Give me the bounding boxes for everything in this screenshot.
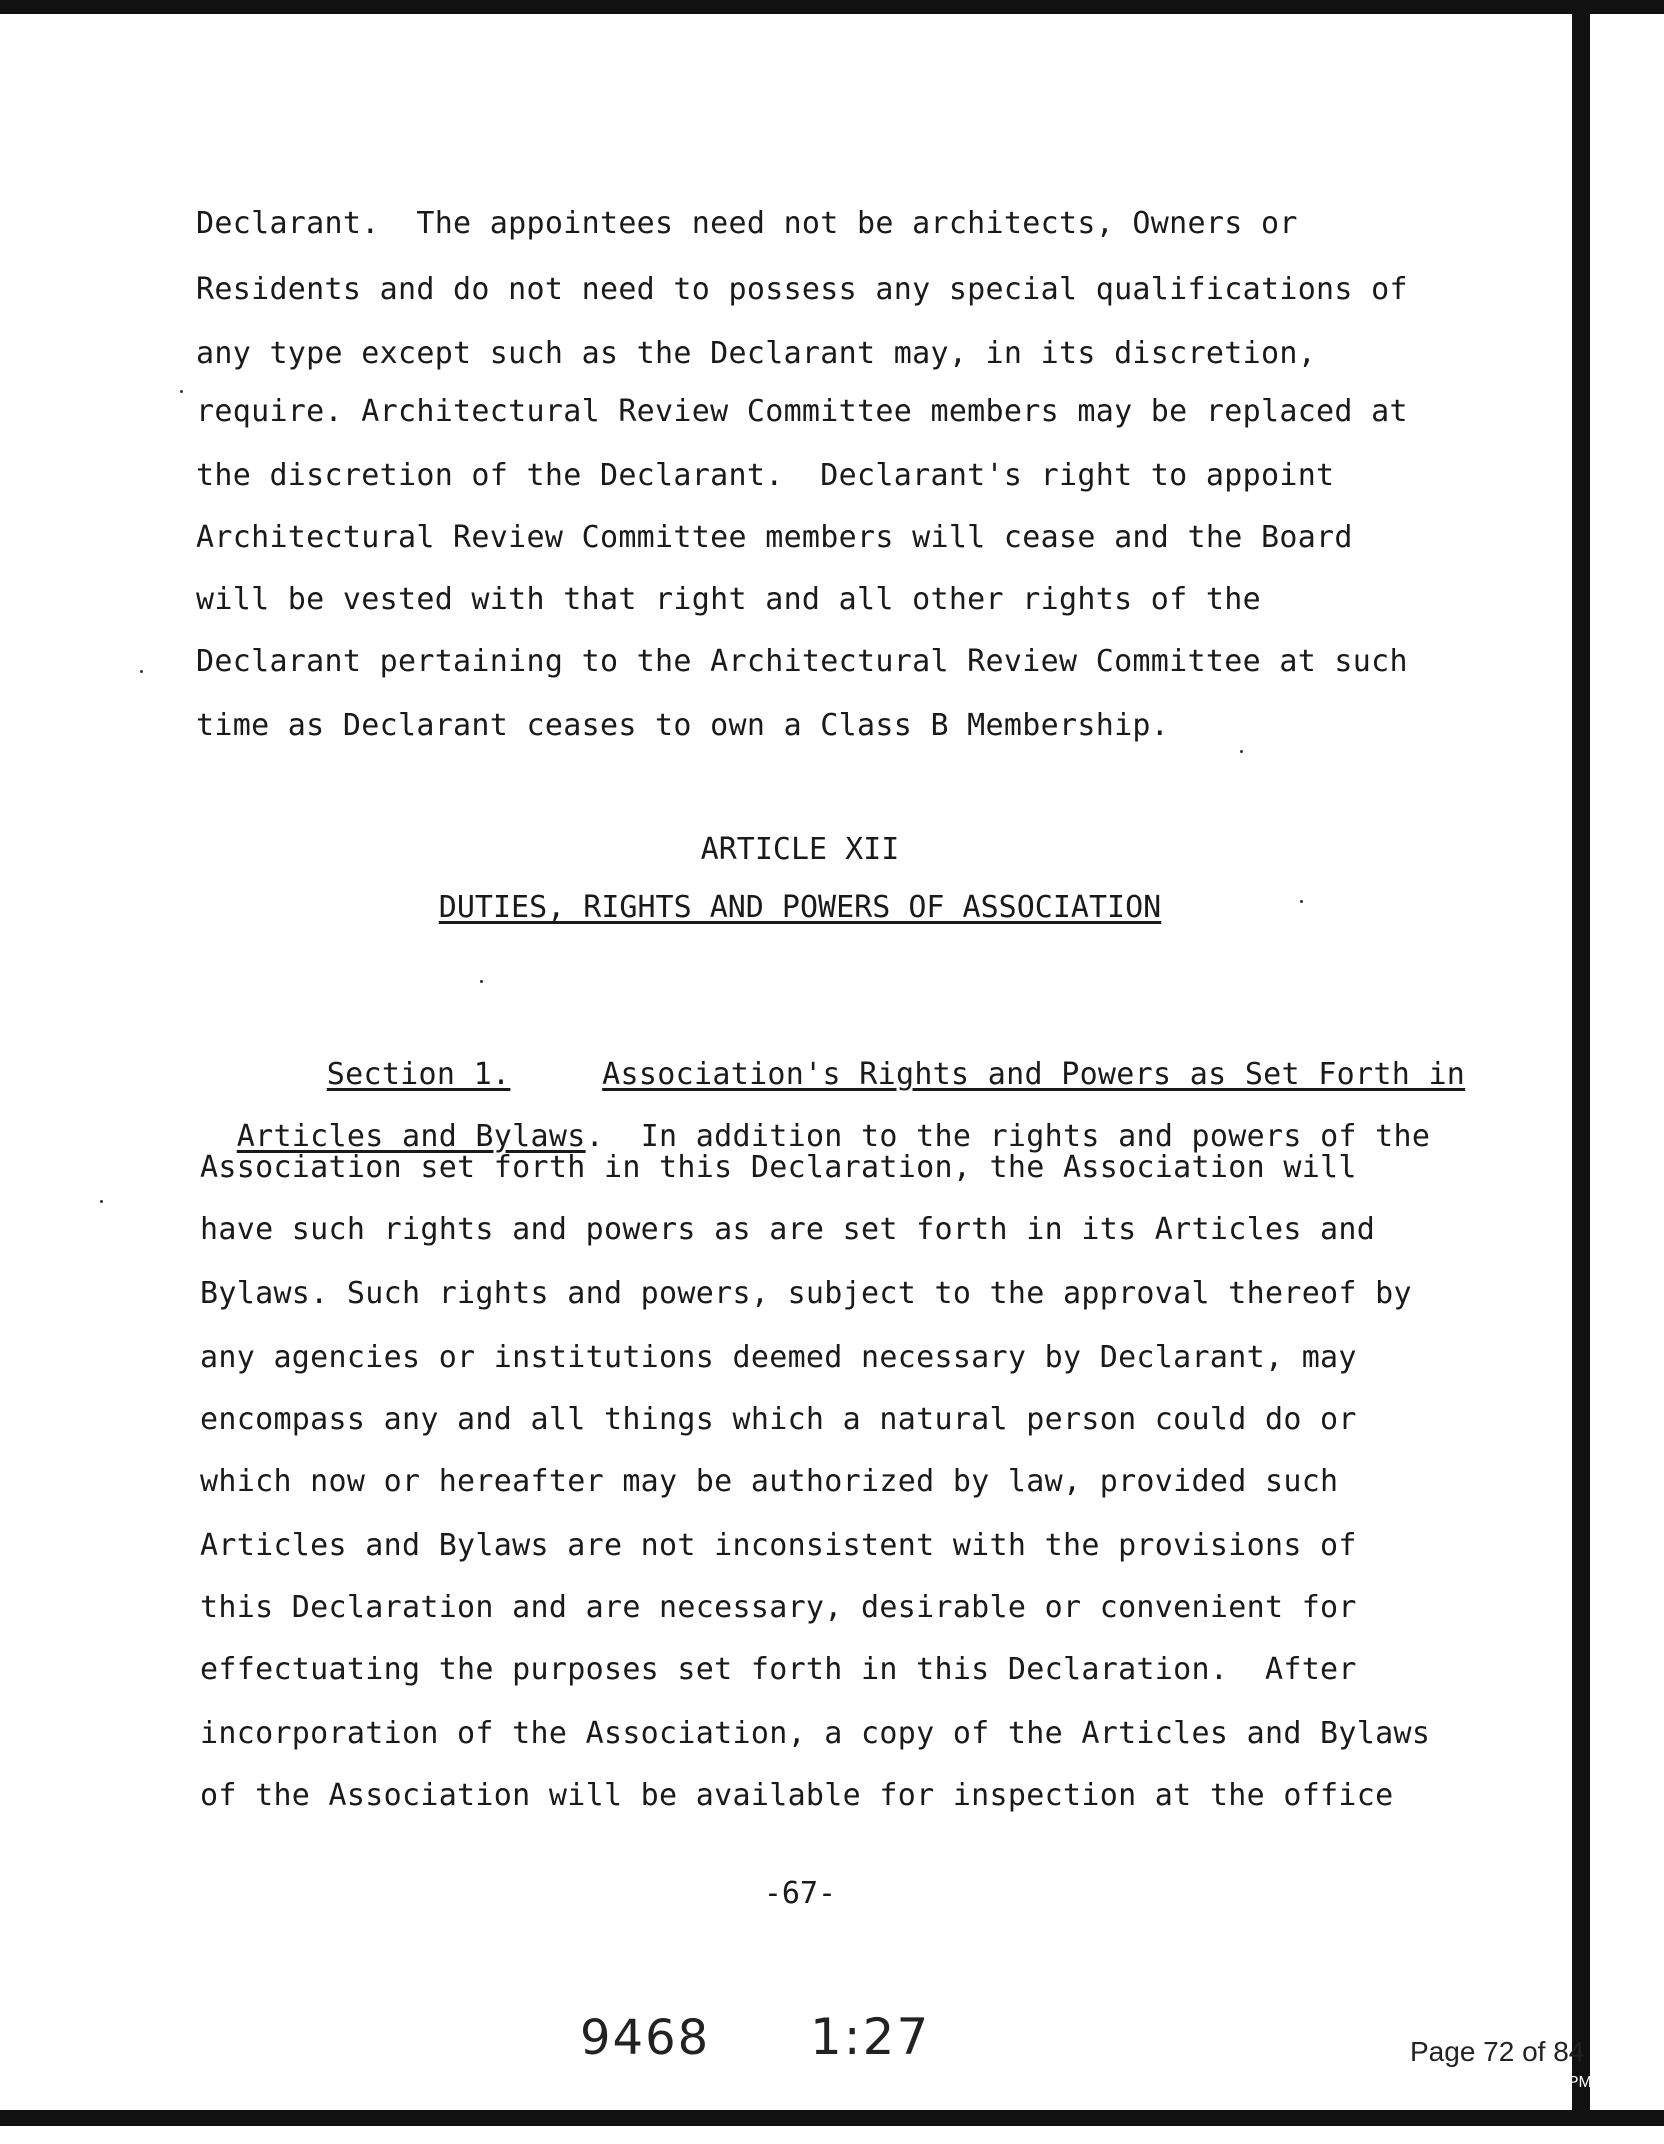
paragraph-1-line: will be vested with that right and all other rights of the <box>196 582 1261 617</box>
scan-speck <box>480 980 483 983</box>
paragraph-1-line: any type except such as the Declarant may, in its discretion, <box>196 336 1317 371</box>
paragraph-2-line: any agencies or institutions deemed necessary by Declarant, may <box>200 1340 1357 1375</box>
paragraph-1-line: Residents and do not need to possess any special qualifications of <box>196 272 1408 307</box>
scan-timestamp: 06/20/2011 12:14 PM <box>1440 2074 1592 2091</box>
paragraph-2-line: encompass any and all things which a natural person could do or <box>200 1402 1357 1437</box>
article-title: DUTIES, RIGHTS AND POWERS OF ASSOCIATION <box>438 890 1162 925</box>
paragraph-2-line: incorporation of the Association, a copy of the Articles and Bylaws <box>200 1716 1431 1751</box>
paragraph-1-line: the discretion of the Declarant. Declarant's right to appoint <box>196 458 1335 493</box>
paragraph-2-line: of the Association will be available for inspection at the office <box>200 1778 1394 1813</box>
paragraph-1-line: Declarant. The appointees need not be architects, Owners or <box>196 206 1298 241</box>
scan-speck <box>140 670 143 673</box>
page-ref-stamp: 1:27 <box>810 2008 931 2066</box>
scan-speck <box>100 1200 103 1203</box>
paragraph-2-line: which now or hereafter may be authorized by law, provided such <box>200 1464 1339 1499</box>
scan-border-right <box>1572 0 1590 2126</box>
paragraph-2-line: Association set forth in this Declaration, the Association will <box>200 1150 1357 1185</box>
paragraph-2-line: have such rights and powers as are set forth in its Articles and <box>200 1212 1376 1247</box>
paragraph-2-first-line <box>200 1084 1430 1154</box>
paragraph-2-line: Articles and Bylaws are not inconsistent with the provisions of <box>200 1528 1357 1563</box>
section-label: Section 1. <box>326 1057 511 1092</box>
paragraph-1-line: Architectural Review Committee members will cease and the Board <box>196 520 1353 555</box>
section-heading: Association's Rights and Powers as Set Forth in <box>602 1057 1466 1092</box>
scan-speck <box>1240 750 1243 753</box>
page-number: -67- <box>763 1876 837 1911</box>
paragraph-1-line: Declarant pertaining to the Architectural Review Committee at such <box>196 644 1408 679</box>
scan-speck <box>180 390 183 393</box>
paragraph-1-line: time as Declarant ceases to own a Class B Membership. <box>196 708 1170 743</box>
article-number: ARTICLE XII <box>700 832 900 867</box>
paragraph-2-line: this Declaration and are necessary, desirable or convenient for <box>200 1590 1357 1625</box>
section-heading-continued: Articles and Bylaws <box>236 1119 586 1154</box>
section-heading-line <box>290 1022 1465 1092</box>
page-counter: Page 72 of 84 <box>1410 2036 1585 2067</box>
paragraph-1-line: require. Architectural Review Committee members may be replaced at <box>196 394 1408 429</box>
paragraph-2-line: effectuating the purposes set forth in this Declaration. After <box>200 1652 1357 1687</box>
scan-border-top <box>0 0 1664 14</box>
paragraph-2-line: . In addition to the rights and powers of the <box>585 1119 1431 1154</box>
paragraph-2-line: Bylaws. Such rights and powers, subject to the approval thereof by <box>200 1276 1412 1311</box>
book-number-stamp: 9468 <box>580 2010 711 2066</box>
scan-border-bottom <box>0 2110 1664 2126</box>
